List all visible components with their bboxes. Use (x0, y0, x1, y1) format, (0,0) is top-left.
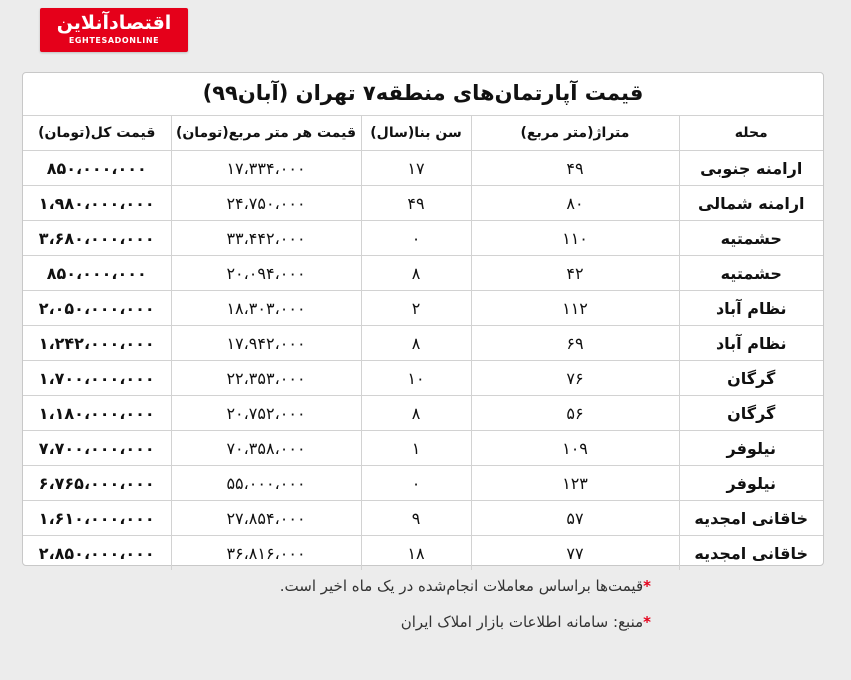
cell-total-price: ۱،۹۸۰،۰۰۰،۰۰۰ (23, 186, 171, 221)
cell-total-price: ۳،۶۸۰،۰۰۰،۰۰۰ (23, 221, 171, 256)
table-row (23, 256, 823, 291)
table-body (23, 151, 823, 571)
cell-price-per-m2: ۱۸،۳۰۳،۰۰۰ (171, 291, 361, 326)
cell-total-price: ۸۵۰،۰۰۰،۰۰۰ (23, 151, 171, 186)
cell-age: ۹ (361, 501, 471, 536)
footnote-star: * (643, 613, 651, 631)
footnote-source (30, 604, 651, 640)
cell-area: ۱۲۳ (471, 466, 679, 501)
cell-total-price: ۱،۱۸۰،۰۰۰،۰۰۰ (23, 396, 171, 431)
cell-age: ۰ (361, 221, 471, 256)
table-header-row (23, 116, 823, 151)
cell-area: ۱۰۹ (471, 431, 679, 466)
header-area: متراژ(متر مربع) (471, 116, 679, 151)
footnote-text: قیمت‌ها براساس معاملات انجام‌شده در یک ماه اخیر است. (279, 577, 644, 595)
cell-area: ۶۹ (471, 326, 679, 361)
header-price-per-m2: قیمت هر متر مربع(تومان) (171, 116, 361, 151)
cell-age: ۴۹ (361, 186, 471, 221)
page-title: قیمت آپارتمان‌های منطقه۷ تهران (آبان۹۹) (202, 81, 644, 105)
table-row (23, 396, 823, 431)
cell-location: خاقانی امجدیه (679, 536, 823, 571)
cell-location: نظام آباد (679, 291, 823, 326)
cell-price-per-m2: ۱۷،۳۳۴،۰۰۰ (171, 151, 361, 186)
cell-location: گرگان (679, 361, 823, 396)
cell-location: نیلوفر (679, 466, 823, 501)
cell-location: حشمتیه (679, 256, 823, 291)
cell-location: ارامنه شمالی (679, 186, 823, 221)
cell-total-price: ۸۵۰،۰۰۰،۰۰۰ (23, 256, 171, 291)
cell-price-per-m2: ۲۷،۸۵۴،۰۰۰ (171, 501, 361, 536)
price-table (23, 115, 823, 570)
cell-total-price: ۷،۷۰۰،۰۰۰،۰۰۰ (23, 431, 171, 466)
table-row (23, 326, 823, 361)
cell-location: نیلوفر (679, 431, 823, 466)
cell-price-per-m2: ۷۰،۳۵۸،۰۰۰ (171, 431, 361, 466)
logo-subtext: EGHTESADONLINE (68, 36, 160, 45)
cell-area: ۷۷ (471, 536, 679, 571)
cell-location: گرگان (679, 396, 823, 431)
footnote-text: منبع: سامانه اطلاعات بازار املاک ایران (400, 613, 644, 631)
cell-area: ۱۱۰ (471, 221, 679, 256)
cell-total-price: ۶،۷۶۵،۰۰۰،۰۰۰ (23, 466, 171, 501)
cell-price-per-m2: ۲۴،۷۵۰،۰۰۰ (171, 186, 361, 221)
cell-total-price: ۱،۶۱۰،۰۰۰،۰۰۰ (23, 501, 171, 536)
table-row (23, 291, 823, 326)
cell-location: حشمتیه (679, 221, 823, 256)
cell-total-price: ۲،۰۵۰،۰۰۰،۰۰۰ (23, 291, 171, 326)
cell-age: ۸ (361, 396, 471, 431)
cell-price-per-m2: ۵۵،۰۰۰،۰۰۰ (171, 466, 361, 501)
footnote-star: * (643, 577, 651, 595)
cell-area: ۱۱۲ (471, 291, 679, 326)
cell-area: ۸۰ (471, 186, 679, 221)
logo-text: اقتصادآنلاین (56, 12, 172, 34)
cell-price-per-m2: ۳۳،۴۴۲،۰۰۰ (171, 221, 361, 256)
price-table-panel (22, 72, 824, 566)
brand-logo (40, 8, 188, 52)
table-row (23, 221, 823, 256)
cell-price-per-m2: ۲۰،۷۵۲،۰۰۰ (171, 396, 361, 431)
cell-location: ارامنه جنوبی (679, 151, 823, 186)
cell-area: ۵۶ (471, 396, 679, 431)
cell-area: ۴۲ (471, 256, 679, 291)
cell-price-per-m2: ۲۲،۳۵۳،۰۰۰ (171, 361, 361, 396)
table-row (23, 466, 823, 501)
cell-area: ۵۷ (471, 501, 679, 536)
table-row (23, 361, 823, 396)
cell-age: ۰ (361, 466, 471, 501)
cell-price-per-m2: ۱۷،۹۴۲،۰۰۰ (171, 326, 361, 361)
cell-age: ۱۰ (361, 361, 471, 396)
header-total-price: قیمت کل(تومان) (23, 116, 171, 151)
cell-age: ۱۷ (361, 151, 471, 186)
table-row (23, 536, 823, 571)
cell-location: نظام آباد (679, 326, 823, 361)
cell-total-price: ۱،۷۰۰،۰۰۰،۰۰۰ (23, 361, 171, 396)
cell-age: ۸ (361, 326, 471, 361)
footnote-prices (30, 568, 651, 604)
cell-area: ۴۹ (471, 151, 679, 186)
cell-age: ۱ (361, 431, 471, 466)
table-row (23, 501, 823, 536)
table-row (23, 186, 823, 221)
cell-total-price: ۲،۸۵۰،۰۰۰،۰۰۰ (23, 536, 171, 571)
cell-age: ۲ (361, 291, 471, 326)
header-location: محله (679, 116, 823, 151)
cell-price-per-m2: ۲۰،۰۹۴،۰۰۰ (171, 256, 361, 291)
table-row (23, 151, 823, 186)
cell-price-per-m2: ۳۶،۸۱۶،۰۰۰ (171, 536, 361, 571)
cell-age: ۱۸ (361, 536, 471, 571)
cell-area: ۷۶ (471, 361, 679, 396)
cell-total-price: ۱،۲۴۲،۰۰۰،۰۰۰ (23, 326, 171, 361)
table-row (23, 431, 823, 466)
cell-age: ۸ (361, 256, 471, 291)
footnotes (30, 568, 651, 640)
cell-location: خاقانی امجدیه (679, 501, 823, 536)
header-age: سن بنا(سال) (361, 116, 471, 151)
